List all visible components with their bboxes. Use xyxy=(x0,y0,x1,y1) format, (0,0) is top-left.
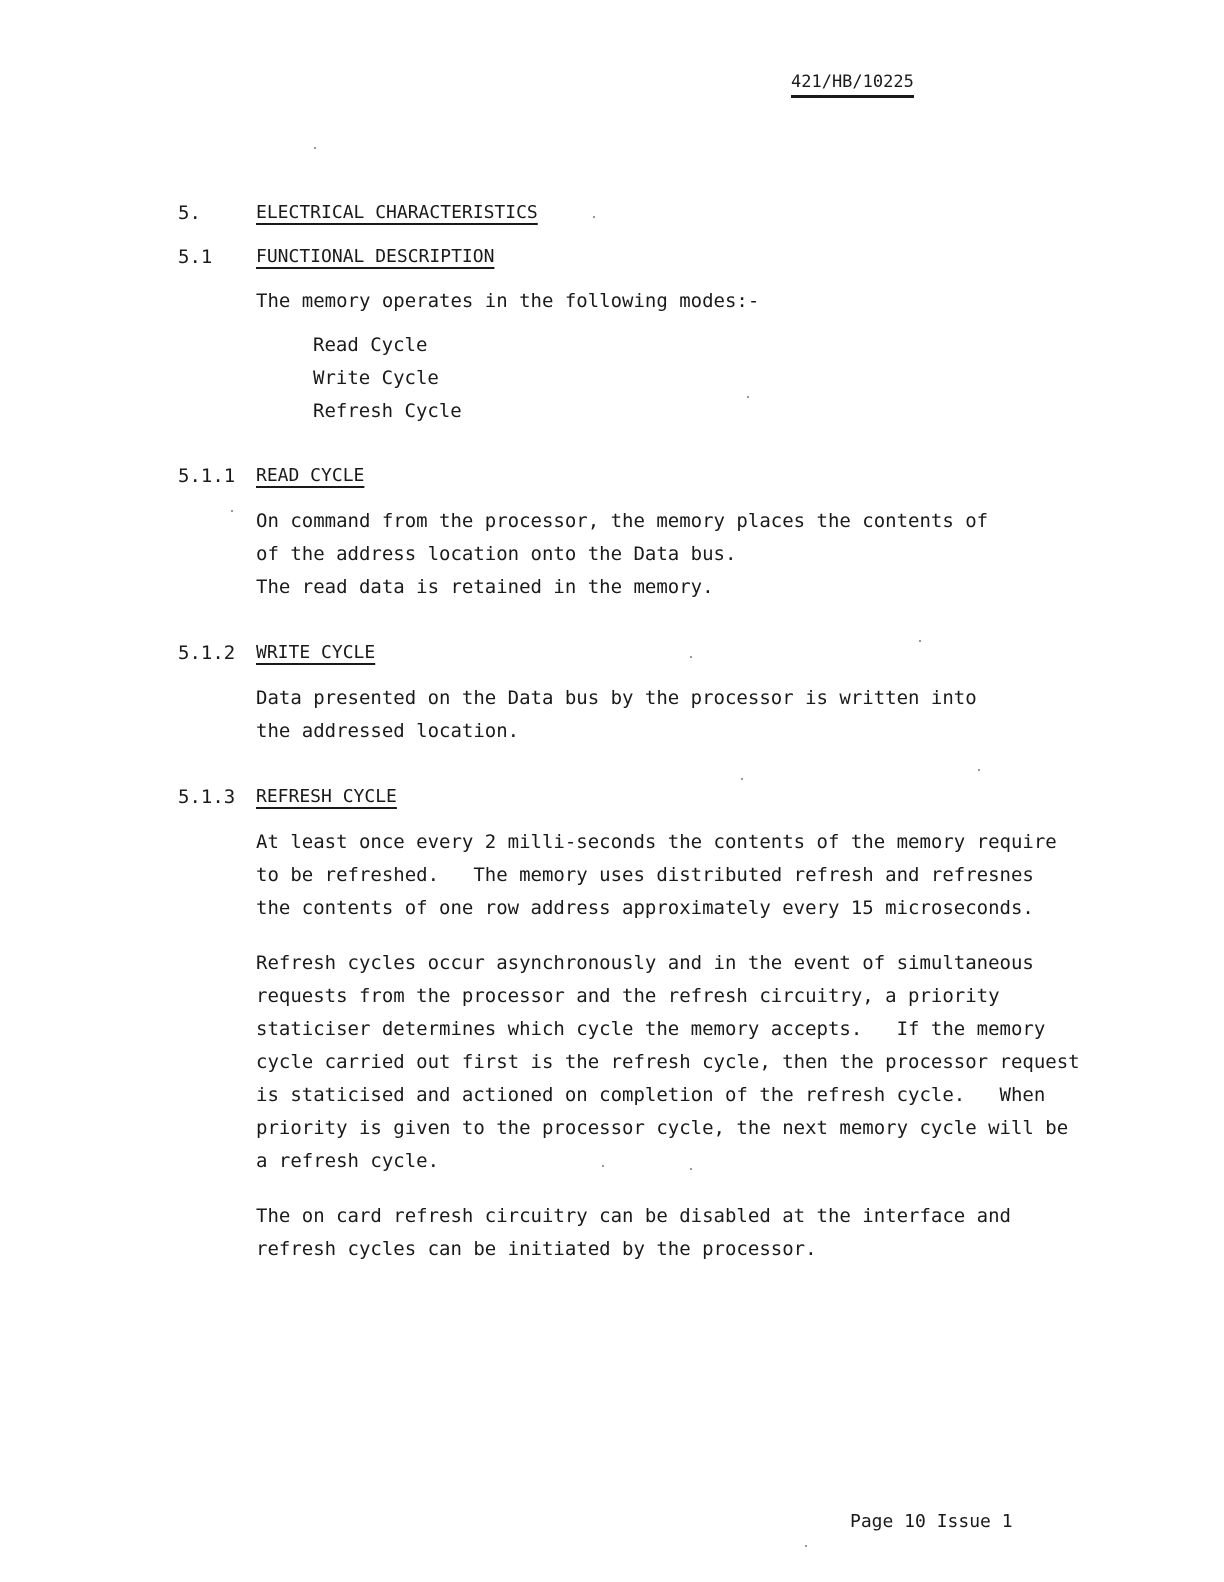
write-cycle-line: Data presented on the Data bus by the processor is written into xyxy=(256,687,977,709)
subsection-title: FUNCTIONAL DESCRIPTION xyxy=(256,246,495,267)
write-cycle-number: 5.1.2 xyxy=(178,642,236,664)
scan-speck xyxy=(690,1168,692,1170)
page-footer: Page 10 Issue 1 xyxy=(850,1511,1013,1532)
refresh-para2-line: staticiser determines which cycle the memory accepts. If the memory xyxy=(256,1018,1046,1040)
refresh-cycle-number: 5.1.3 xyxy=(178,786,236,808)
scan-speck xyxy=(690,656,692,658)
refresh-para3-line: The on card refresh circuitry can be disabled at the interface and xyxy=(256,1205,1011,1227)
section-number: 5. xyxy=(178,202,201,224)
refresh-para2-line: requests from the processor and the refresh circuitry, a priority xyxy=(256,985,1000,1007)
refresh-para2-line: is staticised and actioned on completion of the refresh cycle. When xyxy=(256,1084,1046,1106)
scan-speck xyxy=(602,1165,604,1167)
scan-speck xyxy=(314,147,316,149)
scan-speck xyxy=(593,216,595,218)
section-title: ELECTRICAL CHARACTERISTICS xyxy=(256,202,538,223)
refresh-para2-line: cycle carried out first is the refresh cycle, then the processor request xyxy=(256,1051,1080,1073)
read-cycle-line: The read data is retained in the memory. xyxy=(256,576,714,598)
mode-item: Read Cycle xyxy=(313,334,428,356)
refresh-para3-line: refresh cycles can be initiated by the processor. xyxy=(256,1238,817,1260)
write-cycle-title: WRITE CYCLE xyxy=(256,642,376,663)
scan-speck xyxy=(805,1545,807,1547)
scan-speck xyxy=(747,396,749,398)
refresh-para1-line: the contents of one row address approximately every 15 microseconds. xyxy=(256,897,1034,919)
refresh-para1-line: to be refreshed. The memory uses distributed refresh and refresnes xyxy=(256,864,1034,886)
mode-item: Refresh Cycle xyxy=(313,400,462,422)
refresh-para2-line: Refresh cycles occur asynchronously and in the event of simultaneous xyxy=(256,952,1034,974)
mode-item: Write Cycle xyxy=(313,367,439,389)
refresh-para2-line: a refresh cycle. xyxy=(256,1150,440,1172)
subsection-number: 5.1 xyxy=(178,246,213,268)
read-cycle-line: On command from the processor, the memory places the contents of xyxy=(256,510,989,532)
read-cycle-number: 5.1.1 xyxy=(178,465,236,487)
scan-speck xyxy=(978,769,980,771)
read-cycle-line: of the address location onto the Data bus. xyxy=(256,543,737,565)
refresh-cycle-title: REFRESH CYCLE xyxy=(256,786,397,807)
refresh-para1-line: At least once every 2 milli-seconds the contents of the memory require xyxy=(256,831,1057,853)
scan-speck xyxy=(231,510,233,512)
modes-intro: The memory operates in the following modes:- xyxy=(256,290,760,312)
write-cycle-line: the addressed location. xyxy=(256,720,520,742)
document-reference: 421/HB/10225 xyxy=(791,72,914,98)
scan-speck xyxy=(741,778,743,780)
scan-speck xyxy=(919,640,921,642)
read-cycle-title: READ CYCLE xyxy=(256,465,365,486)
refresh-para2-line: priority is given to the processor cycle, the next memory cycle will be xyxy=(256,1117,1069,1139)
